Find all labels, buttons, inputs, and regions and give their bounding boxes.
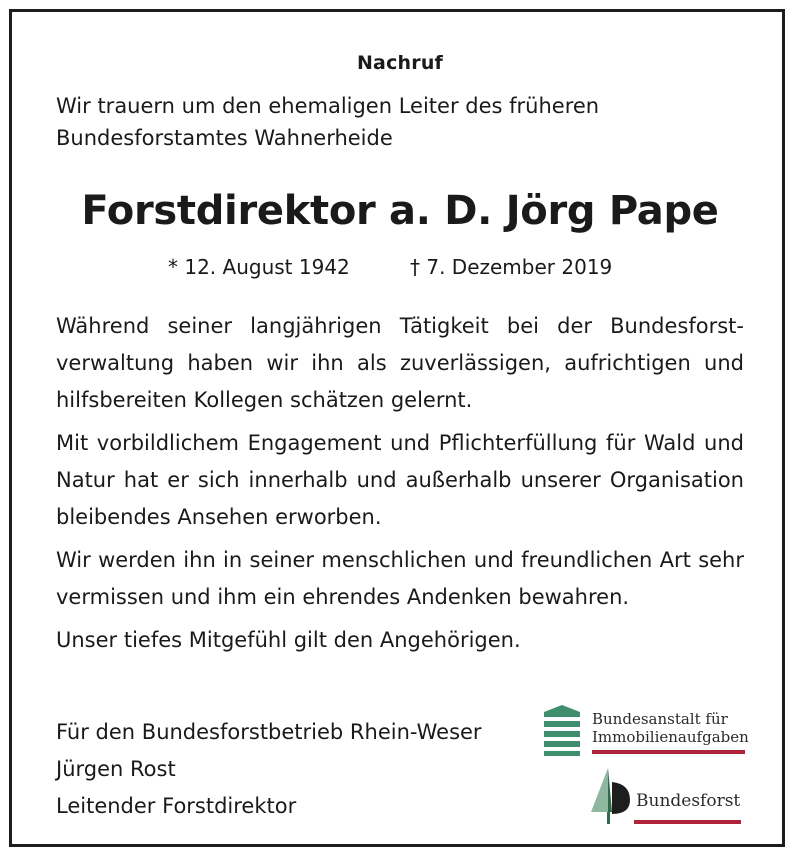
bima-logo (540, 703, 749, 757)
tree-icon (588, 768, 634, 828)
birth-date: * 12. August 1942 (168, 255, 350, 279)
paragraph-3: Wir werden ihn in seiner menschlichen und freundlichen Art sehr vermissen und ihm ein ehrendes Andenken bewahren. (56, 548, 744, 609)
signature-title: Leitender Forstdirektor (56, 794, 297, 818)
bima-line-2: Immobilienaufgaben (592, 728, 749, 746)
death-date: † 7. Dezember 2019 (410, 255, 613, 279)
bima-accent-bar (592, 750, 745, 754)
intro-line-2: Bundesforstamtes Wahnerheide (56, 126, 393, 150)
bundesforst-logo (588, 768, 748, 828)
notice-heading: Nachruf (356, 52, 444, 74)
paragraph-1: Während seiner langjährigen Tätigkeit bei der Bundesforst-verwaltung haben wir ihn als zuverlässigen, aufrichtigen und hilfsbereiten Kollegen schätzen gelernt. (56, 314, 744, 412)
stacked-bars-icon (540, 703, 584, 757)
bundesforst-accent-bar (634, 820, 741, 824)
bima-wordmark (592, 710, 749, 746)
intro-line-1: Wir trauern um den ehemaligen Leiter des früheren (56, 94, 600, 118)
paragraph-2: Mit vorbildlichem Engagement und Pflichterfüllung für Wald und Natur hat er sich innerhalb und außerhalb unserer Organisation bleibendes Ansehen erworben. (56, 431, 744, 529)
deceased-name: Forstdirektor a. D. Jörg Pape (81, 188, 719, 234)
signature-block (56, 714, 482, 825)
signature-line-1: Für den Bundesforstbetrieb Rhein-Weser (56, 720, 482, 744)
bundesforst-wordmark: Bundesforst (636, 791, 741, 811)
paragraph-4: Unser tiefes Mitgefühl gilt den Angehörigen. (56, 628, 521, 652)
signature-name: Jürgen Rost (56, 757, 176, 781)
intro-text (56, 90, 756, 154)
bima-line-1: Bundesanstalt für (592, 710, 728, 728)
